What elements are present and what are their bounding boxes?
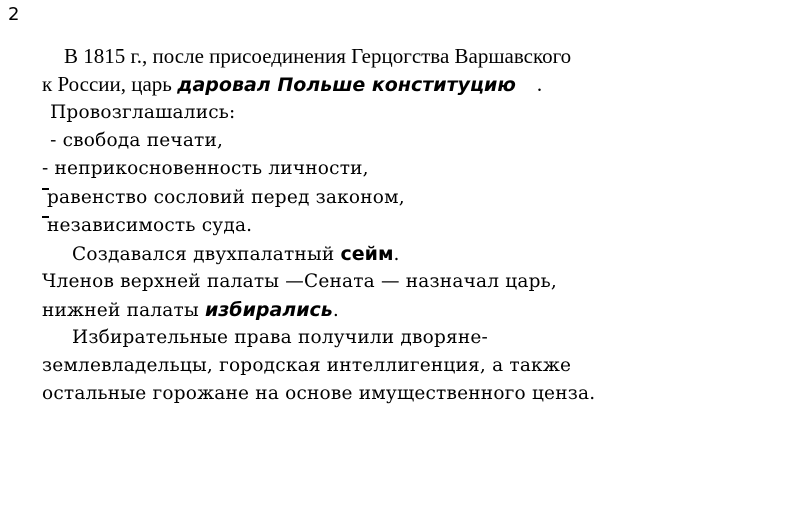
paragraph2-line1-pre: Создавался двухпалатный bbox=[72, 244, 341, 265]
sejm-emphasis: сейм bbox=[340, 243, 394, 265]
constitution-emphasis: даровал Польше конституцию bbox=[177, 74, 516, 96]
paragraph2-line1 bbox=[72, 241, 400, 268]
paragraph1-line1: В 1815 г., после присоединения Герцогства Варшавского bbox=[64, 44, 572, 68]
paragraph1-line2-pre: к России, царь bbox=[42, 72, 178, 96]
paragraph2-line3-pre: нижней палаты bbox=[42, 300, 205, 321]
paragraph3-line1: Избирательные права получили дворяне- bbox=[72, 327, 488, 348]
paragraph3-line3: остальные горожане на основе имущественного ценза. bbox=[42, 383, 596, 404]
paragraph1-line2 bbox=[42, 71, 542, 98]
list-item-court-independence: независимость суда. bbox=[47, 215, 253, 236]
paragraph2-line3 bbox=[42, 297, 339, 324]
paragraph2-line2: Членов верхней палаты —Сената — назначал царь, bbox=[42, 271, 557, 292]
paragraph2-line1-post: . bbox=[393, 244, 400, 265]
list-item-press-freedom: - свобода печати, bbox=[44, 130, 224, 151]
list-item-personal-inviolability: - неприкосновенность личности, bbox=[42, 158, 369, 179]
elected-emphasis: избирались bbox=[204, 299, 333, 321]
paragraph1-line2-post: . bbox=[515, 72, 543, 96]
paragraph2-line3-post: . bbox=[332, 300, 339, 321]
paragraph3-line2: землевладельцы, городская интеллигенция, а также bbox=[42, 355, 572, 376]
list-intro: Провозглашались: bbox=[44, 102, 236, 123]
slide-number: 2 bbox=[8, 4, 20, 25]
list-item-estates-equality: равенство сословий перед законом, bbox=[47, 187, 405, 208]
